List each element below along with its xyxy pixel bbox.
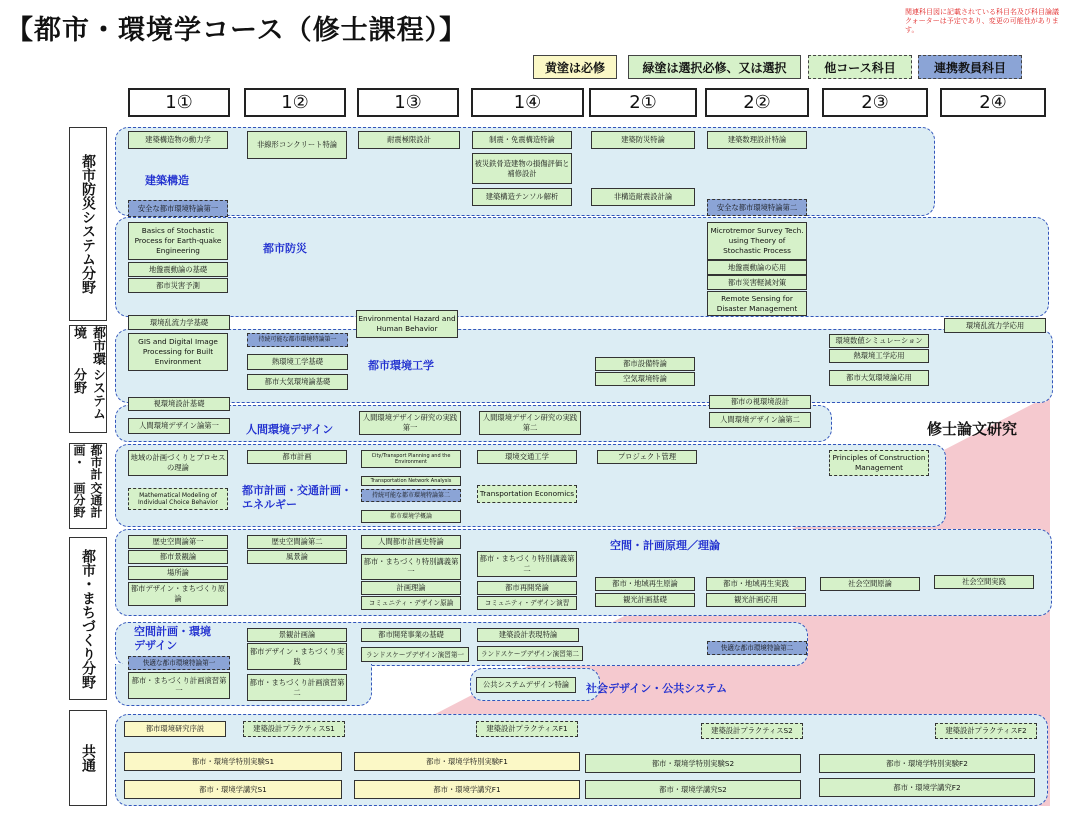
course-box[interactable]: 都市・まちづくり計画演習第一: [128, 672, 230, 699]
semester-2-4: 2④: [940, 88, 1046, 117]
course-box[interactable]: Transportation Network Analysis: [361, 476, 461, 486]
course-box[interactable]: 都市・環境学講究F2: [819, 778, 1035, 797]
course-box[interactable]: コミュニティ・デザイン原論: [361, 596, 461, 610]
field-environment-line2: システム分野: [71, 368, 105, 421]
course-box[interactable]: 建築設計プラクティスF1: [476, 721, 578, 737]
semester-2-2: 2②: [705, 88, 809, 117]
course-box[interactable]: 歴史空間論第二: [247, 535, 347, 549]
course-box[interactable]: 都市大気環境論応用: [829, 370, 929, 386]
course-box[interactable]: 都市・まちづくり特別講義第一: [361, 554, 461, 580]
course-box[interactable]: コミュニティ・デザイン演習: [477, 596, 577, 610]
course-box[interactable]: 都市開発事業の基礎: [361, 628, 461, 642]
group-structure: 建築構造: [145, 174, 189, 187]
course-box[interactable]: 建築設計プラクティスS1: [243, 721, 345, 737]
course-box[interactable]: 都市設備特論: [595, 357, 695, 371]
course-box[interactable]: 景観計画論: [247, 628, 347, 642]
course-box[interactable]: Remote Sensing for Disaster Management: [707, 291, 807, 316]
course-box[interactable]: 安全な都市環境特論第一: [128, 200, 228, 217]
course-box[interactable]: 人間都市計画史特論: [361, 535, 461, 549]
course-box[interactable]: 都市大気環境論基礎: [247, 374, 348, 390]
course-box[interactable]: 視環境設計基礎: [128, 397, 230, 411]
course-box[interactable]: Microtremor Survey Tech. using Theory of Stochastic Process: [707, 222, 807, 260]
course-box[interactable]: 場所論: [128, 566, 228, 580]
course-box[interactable]: 持続可能な都市環境特論第二: [361, 489, 461, 502]
legend-yellow: 黄塗は必修: [533, 55, 617, 79]
course-box[interactable]: 建築設計プラクティスS2: [701, 723, 803, 739]
course-box[interactable]: 空気環境特論: [595, 372, 695, 386]
course-box[interactable]: 被災鉄骨造建物の損傷評価と補修設計: [472, 153, 572, 184]
course-box[interactable]: 熱環境工学基礎: [247, 354, 348, 370]
course-box[interactable]: 風景論: [247, 550, 347, 564]
course-box[interactable]: ランドスケープデザイン演習第二: [477, 646, 583, 661]
course-box[interactable]: 地盤震動論の基礎: [128, 262, 228, 277]
course-box[interactable]: 都市・環境学特別実験F2: [819, 754, 1035, 773]
semester-1-4: 1④: [471, 88, 584, 117]
group-space-theory: 空間・計画原理／理論: [610, 539, 720, 552]
course-box[interactable]: 建築構造テンソル解析: [472, 188, 572, 206]
group-human-env: 人間環境デザイン: [246, 423, 334, 436]
course-box[interactable]: 都市・環境学講究S1: [124, 780, 342, 799]
course-box[interactable]: 環境交通工学: [477, 450, 577, 464]
course-box[interactable]: 都市・環境学講究S2: [585, 780, 801, 799]
course-box[interactable]: 制震・免震構造特論: [472, 131, 572, 149]
course-box[interactable]: 歴史空間論第一: [128, 535, 228, 549]
legend-green: 緑塗は選択必修、又は選択: [628, 55, 801, 79]
band-disaster: [115, 217, 1049, 317]
course-box[interactable]: プロジェクト管理: [597, 450, 697, 464]
course-box[interactable]: 環境乱流力学応用: [944, 318, 1046, 333]
course-box[interactable]: 人間環境デザイン研究の実践第二: [479, 411, 581, 435]
course-box[interactable]: 人間環境デザイン論第一: [128, 418, 230, 434]
course-box[interactable]: 非構造耐震設計論: [591, 188, 695, 206]
course-box[interactable]: 快適な都市環境特論第一: [128, 656, 230, 670]
course-box[interactable]: Mathematical Modeling of Individual Choice Behavior: [128, 488, 228, 510]
group-disaster: 都市防災: [263, 242, 307, 255]
course-box[interactable]: 人間環境デザイン研究の実践第一: [359, 411, 461, 435]
course-box[interactable]: GIS and Digital Image Processing for Built Environment: [128, 333, 228, 371]
course-box[interactable]: 都市・環境学特別実験S1: [124, 752, 342, 771]
semester-1-1: 1①: [128, 88, 230, 117]
course-box[interactable]: 都市・地域再生原論: [595, 577, 695, 591]
field-town: 都市・まちづくり分野: [69, 537, 107, 700]
semester-2-1: 2①: [589, 88, 697, 117]
course-box[interactable]: 建築数理設計特論: [707, 131, 807, 149]
group-public-system: 社会デザイン・公共システム: [586, 682, 728, 695]
course-box[interactable]: 都市デザイン・まちづくり原論: [128, 582, 228, 606]
field-environment-line1: 都市環境: [71, 326, 105, 365]
course-box[interactable]: ランドスケープデザイン演習第一: [361, 647, 469, 662]
course-box[interactable]: 耐震極限設計: [358, 131, 460, 149]
field-environment: [69, 325, 107, 433]
group-env-engineering: 都市環境工学: [368, 359, 434, 372]
course-box[interactable]: 熱環境工学応用: [829, 349, 929, 363]
course-box[interactable]: 都市・まちづくり特別講義第二: [477, 551, 577, 577]
course-box[interactable]: 非線形コンクリート特論: [247, 131, 347, 159]
field-planning: [69, 443, 107, 529]
course-box[interactable]: City/Transport Planning and the Environment: [361, 450, 461, 468]
course-box[interactable]: 都市災害軽減対策: [707, 275, 807, 290]
course-box[interactable]: 都市デザイン・まちづくり実践: [247, 643, 347, 670]
thesis-label: 修士論文研究: [927, 420, 1018, 438]
course-box[interactable]: 建築防災特論: [591, 131, 695, 149]
course-box[interactable]: Basics of Stochastic Process for Earth-quake Engineering: [128, 222, 228, 260]
course-box[interactable]: 環境乱流力学基礎: [128, 315, 230, 330]
course-box[interactable]: 都市・環境学講究F1: [354, 780, 580, 799]
schedule-note: 関連科目図に記載されている科目名及び科目論議クォーターは予定であり、変更の可能性があります。: [905, 8, 1059, 34]
course-box[interactable]: Principles of Construction Management: [829, 450, 929, 476]
course-box[interactable]: 都市・環境学特別実験F1: [354, 752, 580, 771]
page-title: 【都市・環境学コース（修士課程）】: [6, 15, 468, 46]
course-box[interactable]: 都市・地域再生実践: [706, 577, 806, 591]
course-box[interactable]: 公共システムデザイン特論: [476, 677, 576, 693]
course-box[interactable]: 都市景観論: [128, 550, 228, 564]
semester-2-3: 2③: [822, 88, 928, 117]
course-box[interactable]: 都市の視環境設計: [709, 395, 811, 409]
course-box[interactable]: 都市再開発論: [477, 581, 577, 595]
field-disaster: 都市防災システム分野: [69, 127, 107, 321]
course-box[interactable]: 都市環境学概論: [361, 510, 461, 523]
course-box[interactable]: 地域の計画づくりとプロセスの理論: [128, 450, 228, 476]
field-common: 共通: [69, 710, 107, 806]
course-box[interactable]: 社会空間実践: [934, 575, 1034, 589]
group-planning: 都市計画・交通計画・エネルギー: [242, 484, 352, 511]
course-box[interactable]: 地盤震動論の応用: [707, 260, 807, 275]
course-box[interactable]: 環境数値シミュレーション: [829, 334, 929, 348]
semester-1-2: 1②: [244, 88, 346, 117]
course-box[interactable]: 人間環境デザイン論第二: [709, 412, 811, 428]
course-box[interactable]: 観光計画応用: [706, 593, 806, 607]
course-box[interactable]: 建築構造物の動力学: [128, 131, 228, 149]
field-planning-line2: 交通計画分野: [72, 482, 103, 519]
course-box[interactable]: 安全な都市環境特論第二: [707, 199, 807, 216]
field-planning-line1: 都市計画・: [72, 444, 103, 480]
course-box[interactable]: 都市・まちづくり計画演習第二: [247, 674, 347, 701]
course-box[interactable]: 建築設計プラクティスF2: [935, 723, 1037, 739]
course-box[interactable]: 都市・環境学特別実験S2: [585, 754, 801, 773]
course-box[interactable]: 都市災害予測: [128, 278, 228, 293]
legend-other-course: 他コース科目: [808, 55, 912, 79]
course-box[interactable]: 建築設計表現特論: [477, 628, 579, 642]
group-space-design: 空間計画・環境デザイン: [134, 625, 211, 652]
course-box[interactable]: Environmental Hazard and Human Behavior: [356, 310, 458, 338]
course-box[interactable]: 社会空間原論: [820, 577, 920, 591]
legend-partner: 連携教員科目: [918, 55, 1022, 79]
course-box[interactable]: 計画理論: [361, 581, 461, 595]
course-box[interactable]: 都市計画: [247, 450, 347, 464]
semester-1-3: 1③: [357, 88, 459, 117]
course-box[interactable]: Transportation Economics: [477, 485, 577, 503]
course-box[interactable]: 都市環境研究序説: [124, 721, 226, 737]
course-box[interactable]: 持続可能な都市環境特論第一: [247, 333, 348, 347]
course-box[interactable]: 観光計画基礎: [595, 593, 695, 607]
course-box[interactable]: 快適な都市環境特論第二: [707, 641, 807, 655]
